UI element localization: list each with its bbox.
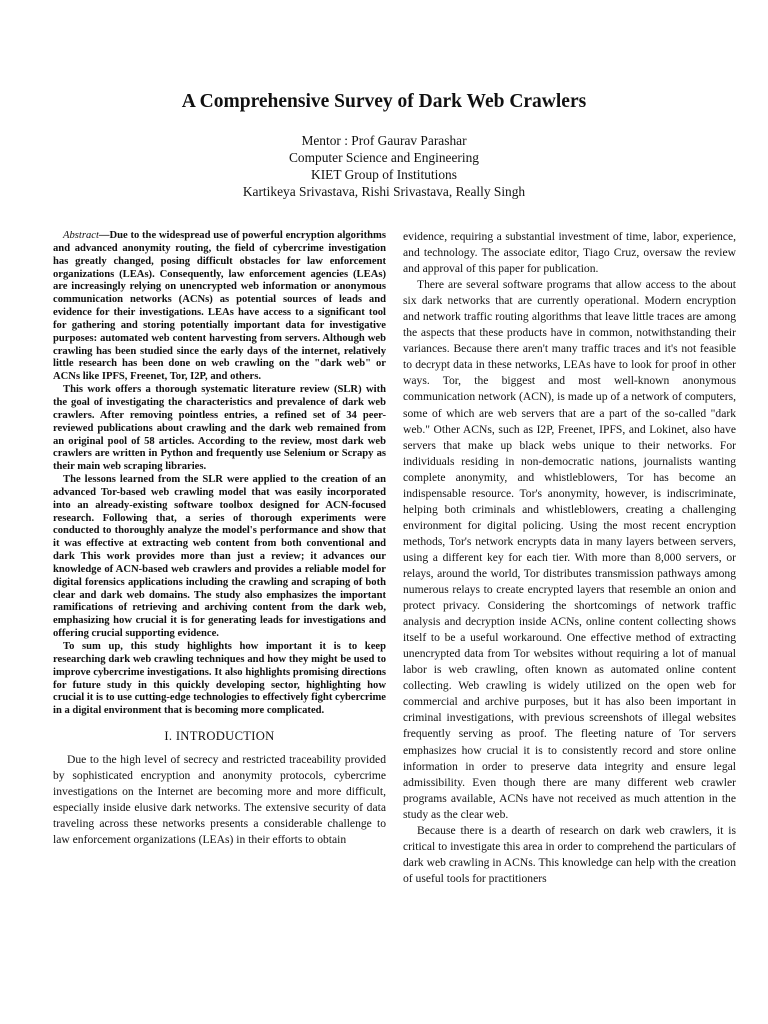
abstract-paragraph: The lessons learned from the SLR were applied to the creation of an advanced Tor-based web crawling model that was easily incorporated into an already-existing software toolbox designed for ACN-focused research. Following that, a series of thorough experiments were conducted to thoroughly analyze the model's performance and show that it was effective at extracting web content from both conventional and dark This work provides more than just a review; it advances our knowledge of ACN-based web crawlers and provides a reliable model for digital forensics applications including the crawling and scraping of both clear and dark web domains. The study also emphasizes the important ramifications of retrieving and archiving content from the dark web, emphasizing how crucial it is for generating leads for investigations and offering crucial supporting evidence. — [53, 474, 386, 640]
author-line-department: Computer Science and Engineering — [288, 150, 479, 165]
author-line-institution: KIET Group of Institutions — [311, 167, 457, 182]
paper-title: A Comprehensive Survey of Dark Web Crawlers — [181, 91, 587, 112]
right-column — [403, 229, 736, 887]
intro-paragraph: There are several software programs that allow access to the about six dark networks that are currently operational. Modern encryption and network traffic routing algorithms that leave little traces are among the aspects that these products have in common, notwithstanding their variances. Because there aren't many traffic traces and it's not feasible to decrypt data in these networks, LEAs have to look for proof in other ways. Tor, the biggest and most well-known anonymous communication network (ACN), is made up of a network of computers, some of which are web servers that are a part of the so-called "dark web." Other ACNs, such as I2P, Freenet, IPFS, and Lokinet, also have servers that make up black webs unique to their networks. For individuals residing in non-democratic nations, journalists wanting complete anonymity, and whistleblowers, Tor has become an indispensable resource. Tor's anonymity, however, is indiscriminate, helping both criminals and whistleblowers, creating a challenging environment for digital policing. Using the most recent encryption methods, Tor's network encrypts data in many layers between servers, using a different key for each tier. With more than 8,000 servers, or relays, around the world, Tor distributes transmission pathways among numerous relays to create encrypted layers that resemble an onion and protect privacy. Considering the shortcomings of network traffic analysis and decryption inside ACNs, online content collecting shows itself to be a useful workaround. One effective method of extracting unencrypted data from Tor websites without requiring a lot of manual labor is web crawling, often known as automated online content collecting. Web crawling is widely utilized on the open web for commercial and archive purposes, but it has also been important in criminal investigations, with previous screenshots of illegal websites frequently serving as proof. The fleeting nature of Tor servers emphasizes how crucial it is to consistently record and store online information in order to preserve data integrity and ensure legal admissibility. Even though there are many different web crawler programs available, ACNs have not received as much attention in the study as the clear web. — [403, 278, 736, 821]
abstract-paragraph: To sum up, this study highlights how important it is to keep researching dark web crawling techniques and how they might be used to improve cybercrime investigations. It also highlights promising directions for future study in this quickly developing sector, highlighting how crucial it is to use cutting-edge technologies to effectively fight cybercrime in a digital environment that is becoming more complicated. — [53, 641, 386, 717]
intro-paragraph-continuation: evidence, requiring a substantial investment of time, labor, experience, and technology. The associate editor, Tiago Cruz, oversaw the review and approval of this paper for publication. — [403, 230, 736, 276]
abstract-paragraph: This work offers a thorough systematic literature review (SLR) with the goal of investigating the characteristics and prevalence of dark web crawlers. After removing pointless entries, a refined set of 34 peer-reviewed publications about crawling and the dark web remained from an original pool of 58 articles. According to the review, most dark web crawlers are written in Python and frequently use Selenium or Scrapy as their main web scraping libraries. — [53, 384, 386, 473]
author-line-names: Kartikeya Srivastava, Rishi Srivastava, Really Singh — [242, 184, 526, 199]
left-column — [53, 230, 386, 848]
author-line-mentor: Mentor : Prof Gaurav Parashar — [301, 133, 467, 148]
abstract-text: Due to the widespread use of powerful encryption algorithms and advanced anonymity routing, the field of cybercrime investigation has greatly changed, posing difficult obstacles for law enforcement organizations (LEAs). Consequently, law enforcement agencies (LEAs) are increasingly relying on unencrypted web information or anonymous communication networks (ACNs) as potential sources of leads and evidence for their investigations. LEAs have access to a significant tool for gathering and storing potentially important data for investigative purposes: automated web content harvesting from servers. Although web crawling has been studied since the early days of the internet, relatively little research has been done on web crawling on the "dark web" or ACNs like IPFS, Freenet, Tor, I2P, and others. — [53, 230, 386, 383]
abstract-dash: — — [98, 230, 110, 241]
section-heading-introduction: I. INTRODUCTION — [164, 729, 275, 744]
abstract-paragraph — [53, 230, 386, 384]
intro-paragraph: Due to the high level of secrecy and restricted traceability provided by sophisticated encryption and anonymity protocols, cybercrime investigations on the Internet are becoming more and more difficult, especially inside elusive dark networks. The extensive security of data traveling across these networks presents a considerable challenge to law enforcement organizations (LEAs) in their efforts to obtain — [53, 753, 386, 847]
author-block — [0, 132, 768, 200]
intro-paragraph: Because there is a dearth of research on dark web crawlers, it is critical to investigate this area in order to comprehend the particulars of dark web crawling in ACNs. This knowledge can help with the creation of useful tools for practitioners — [403, 823, 736, 885]
abstract — [53, 230, 386, 718]
abstract-label: Abstract — [63, 230, 99, 241]
